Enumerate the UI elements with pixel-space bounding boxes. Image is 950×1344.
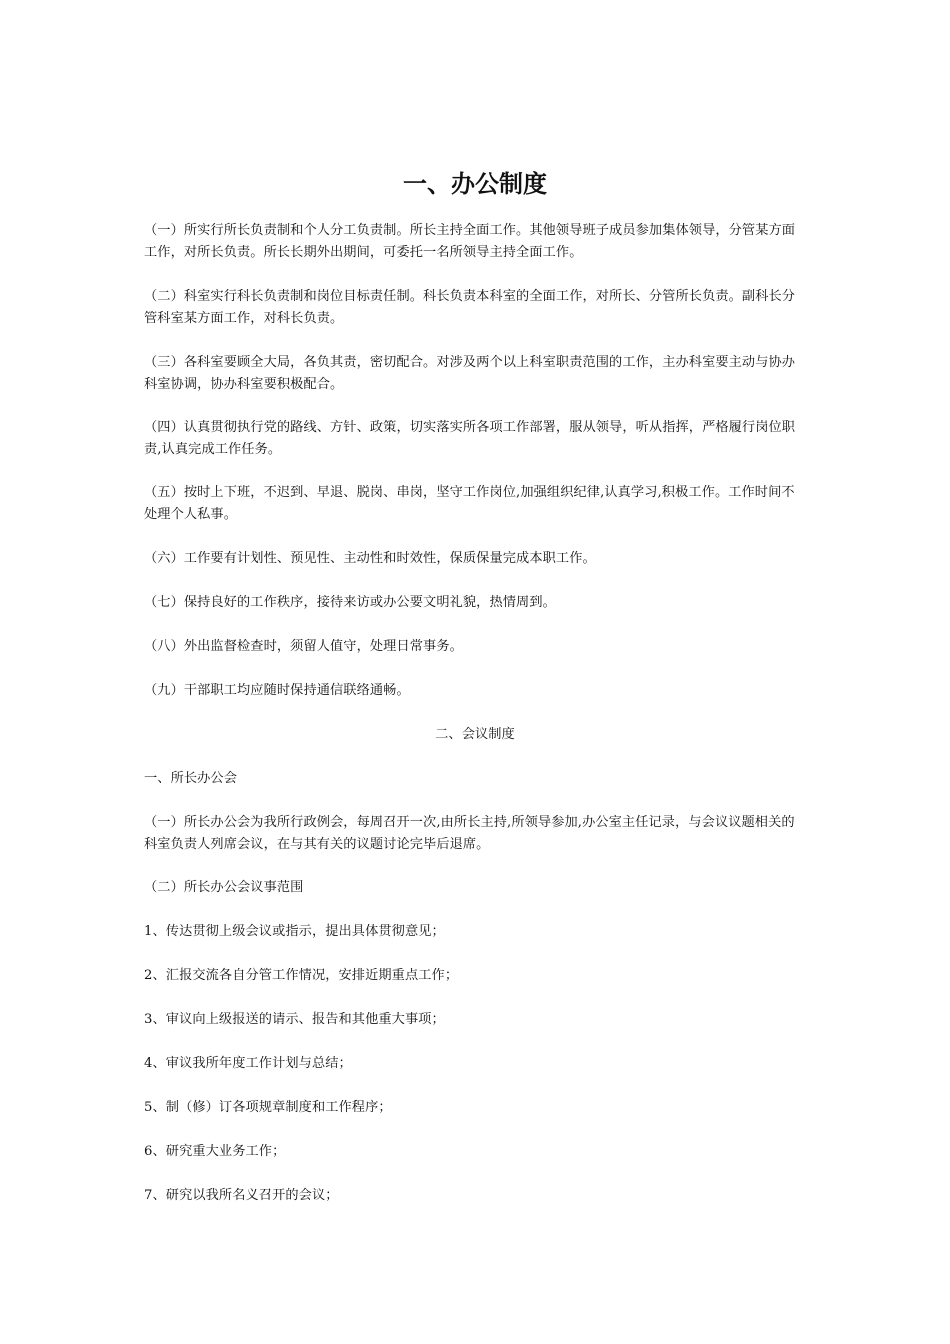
meeting-paragraph-1: （一）所长办公会为我所行政例会，每周召开一次,由所长主持,所领导参加,办公室主任记录，与会议议题相关的科室负责人列席会议，在与其有关的议题讨论完毕后退席。: [144, 815, 795, 852]
meeting-item-4: 4、审议我所年度工作计划与总结；: [144, 1056, 352, 1071]
meeting-paragraph-2: （二）所长办公会议事范围: [144, 880, 304, 895]
meeting-item-7: 7、研究以我所名义召开的会议；: [144, 1188, 339, 1203]
office-rule-9: （九）干部职工均应随时保持通信联络通畅。: [144, 683, 410, 698]
office-rule-3: （三）各科室要顾全大局，各负其责，密切配合。对涉及两个以上科室职责范围的工作，主办科室要主动与协办科室协调，协办科室要积极配合。: [144, 355, 796, 392]
office-rule-4: （四）认真贯彻执行党的路线、方针、政策，切实落实所各项工作部署，服从领导，听从指挥，严格履行岗位职责,认真完成工作任务。: [144, 420, 796, 457]
meeting-sub-title: 一、所长办公会: [144, 771, 238, 786]
meeting-item-1: 1、传达贯彻上级会议或指示，提出具体贯彻意见；: [144, 924, 445, 939]
meeting-section-title: 二、会议制度: [435, 727, 515, 742]
office-rule-7: （七）保持良好的工作秩序，接待来访或办公要文明礼貌，热情周到。: [144, 595, 556, 610]
office-rule-6: （六）工作要有计划性、预见性、主动性和时效性，保质保量完成本职工作。: [144, 551, 596, 566]
office-rule-5: （五）按时上下班，不迟到、早退、脱岗、串岗，坚守工作岗位,加强组织纪律,认真学习,积极工作。工作时间不处理个人私事。: [144, 485, 795, 522]
meeting-item-5: 5、制（修）订各项规章制度和工作程序；: [144, 1100, 392, 1115]
office-rule-1: （一）所实行所长负责制和个人分工负责制。所长主持全面工作。其他领导班子成员参加集体领导，分管某方面工作，对所长负责。所长长期外出期间，可委托一名所领导主持全面工作。: [144, 223, 796, 260]
office-rule-8: （八）外出监督检查时，须留人值守，处理日常事务。: [144, 639, 463, 654]
document-title: 一、办公制度: [403, 170, 547, 198]
meeting-item-6: 6、研究重大业务工作；: [144, 1144, 286, 1159]
meeting-item-3: 3、审议向上级报送的请示、报告和其他重大事项；: [144, 1012, 445, 1027]
meeting-item-2: 2、汇报交流各自分管工作情况，安排近期重点工作；: [144, 968, 459, 983]
office-rule-2: （二）科室实行科长负责制和岗位目标责任制。科长负责本科室的全面工作，对所长、分管所长负责。副科长分管科室某方面工作，对科长负责。: [144, 289, 796, 326]
